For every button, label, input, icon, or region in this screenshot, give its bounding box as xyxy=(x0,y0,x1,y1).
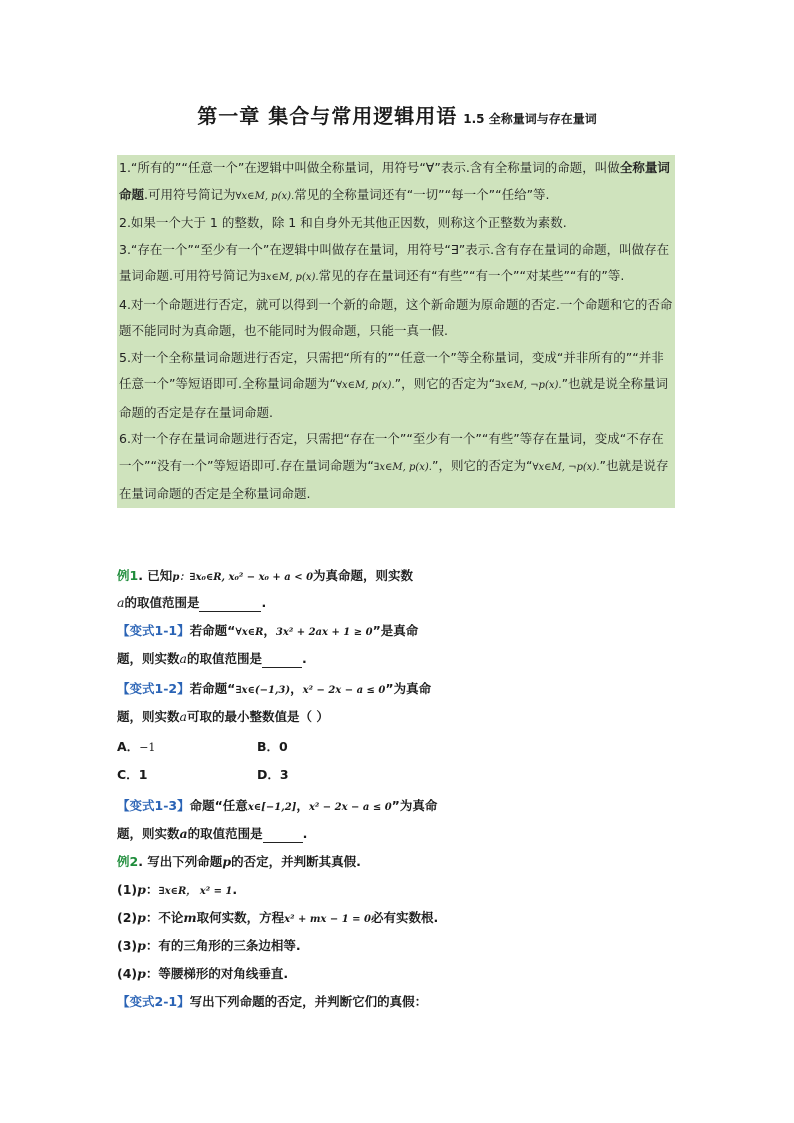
summary-item-6: 6.对一个存在量词命题进行否定，只需把“存在一个”“至少有一个”“有些”等存在量词，变成“不存在一个”“没有一个”等短语即可.存在量词命题为“∃x∈M, p(x).”，则它的否定为“∀x∈M, ¬p(x).”也就是说存在量词命题的否定是全称量词命题. xyxy=(119,431,669,501)
page-title xyxy=(0,100,794,129)
option-d[interactable]: D．3 xyxy=(257,767,289,782)
answer-blank[interactable] xyxy=(262,667,302,668)
chapter-title: 第一章 集合与常用逻辑用语 xyxy=(197,104,458,128)
variant-1-2: 【变式1-2】若命题“∃x∈(−1,3)，x² − 2x − a ≤ 0”为真命 xyxy=(117,681,432,696)
section-title: 1.5 全称量词与存在量词 xyxy=(463,112,597,126)
variant-1-3: 【变式1-3】命题“任意x∈[−1,2]，x² − 2x − a ≤ 0”为真命 xyxy=(117,798,438,813)
variant-label: 【变式2-1】 xyxy=(117,994,190,1009)
example-2-item-3: (3)p：有的三角形的三条边相等. xyxy=(117,938,301,953)
summary-box xyxy=(117,155,675,508)
variant-label: 【变式1-2】 xyxy=(117,681,190,696)
option-c[interactable]: C．1 xyxy=(117,767,148,782)
variant-1-1: 【变式1-1】若命题“∀x∈R，3x² + 2ax + 1 ≥ 0”是真命 xyxy=(117,623,419,638)
example-2-item-4: (4)p：等腰梯形的对角线垂直. xyxy=(117,966,289,981)
example-2: 例2. 写出下列命题p的否定，并判断其真假. xyxy=(117,854,361,869)
example-2-item-2: (2)p：不论m取何实数，方程x² + mx − 1 = 0必有实数根. xyxy=(117,910,439,925)
variant-1-2-line2: 题，则实数a可取的最小整数值是（ ） xyxy=(117,709,329,724)
option-a[interactable]: A．−1 xyxy=(117,739,156,754)
example-2-item-1: (1)p：∃x∈R， x² = 1. xyxy=(117,882,238,897)
variant-1-1-line2: 题，则实数a的取值范围是 . xyxy=(117,651,307,666)
variant-1-3-line2: 题，则实数a的取值范围是 . xyxy=(117,826,308,841)
variant-label: 【变式1-3】 xyxy=(117,798,190,813)
option-b[interactable]: B．0 xyxy=(257,739,288,754)
example-label: 例1 xyxy=(117,568,139,583)
summary-item-3: 3.“存在一个”“至少有一个”在逻辑中叫做存在量词，用符号“∃”表示.含有存在量词的命题，叫做存在量词命题.可用符号简记为∃x∈M, p(x).常见的存在量词还有“有些”“有一个”“对某些”“有的”等. xyxy=(119,241,670,283)
summary-item-4: 4.对一个命题进行否定，就可以得到一个新的命题，这个新命题为原命题的否定.一个命题和它的否命题不能同时为真命题，也不能同时为假命题，只能一真一假. xyxy=(119,296,673,338)
answer-blank[interactable] xyxy=(199,611,261,612)
summary-item-2: 2.如果一个大于 1 的整数，除 1 和自身外无其他正因数，则称这个正整数为素数. xyxy=(119,215,567,230)
variant-label: 【变式1-1】 xyxy=(117,623,190,638)
example-1-line2: a的取值范围是 . xyxy=(117,595,267,610)
example-1: 例1. 已知p：∃x₀∈R, x₀² − x₀ + a < 0为真命题，则实数 xyxy=(117,568,414,583)
variant-2-1: 【变式2-1】写出下列命题的否定，并判断它们的真假： xyxy=(117,994,428,1009)
answer-blank[interactable] xyxy=(263,842,303,843)
summary-item-1: 1.“所有的”“任意一个”在逻辑中叫做全称量词，用符号“∀”表示.含有全称量词的命题，叫做全称量词命题.可用符号简记为∀x∈M, p(x).常见的全称量词还有“一切”“每一个”“任给”等. xyxy=(119,160,670,202)
summary-item-5: 5.对一个全称量词命题进行否定，只需把“所有的”“任意一个”等全称量词，变成“并非所有的”“并非任意一个”等短语即可.全称量词命题为“∀x∈M, p(x).”，则它的否定为“∃x∈M, ¬p(x).”也就是说全称量词命题的否定是存在量词命题. xyxy=(119,349,669,420)
example-label: 例2 xyxy=(117,854,139,869)
